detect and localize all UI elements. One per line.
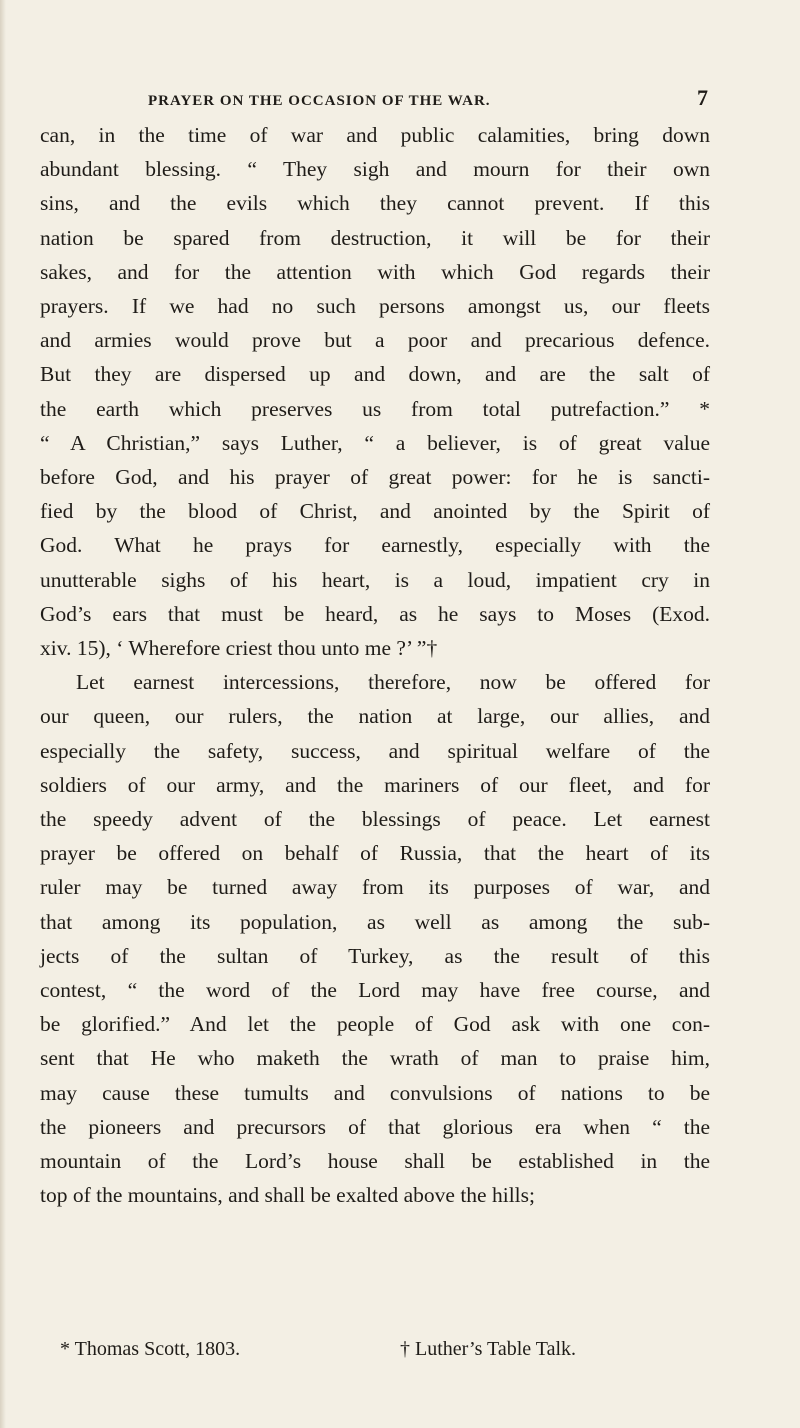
text-line: our queen, our rulers, the nation at large, our allies, and xyxy=(40,704,710,729)
text-line: can, in the time of war and public calamities, bring down xyxy=(40,123,710,147)
text-line: the pioneers and precursors of that glorious era when “ the xyxy=(40,1114,710,1139)
footnote-scott: * Thomas Scott, 1803. xyxy=(60,1338,241,1360)
text-line: be glorified.” And let the people of God ask with one con- xyxy=(40,1012,710,1037)
text-line: sakes, and for the attention with which God regards their xyxy=(40,259,710,284)
text-line: soldiers of our army, and the mariners of our fleet, and for xyxy=(40,772,710,797)
running-head: PRAYER ON THE OCCASION OF THE WAR. xyxy=(148,93,491,109)
text-line: may cause these tumults and convulsions of nations to be xyxy=(40,1080,710,1105)
text-line: prayers. If we had no such persons amongst us, our fleets xyxy=(40,294,710,319)
text-line: unutterable sighs of his heart, is a loud, impatient cry in xyxy=(40,567,710,592)
text-line: the speedy advent of the blessings of peace. Let earnest xyxy=(40,807,710,832)
text-line: xiv. 15), ‘ Wherefore criest thou unto me ?’ ”† xyxy=(40,636,438,661)
text-line: Let earnest intercessions, therefore, now be offered for xyxy=(76,670,710,695)
body-text xyxy=(40,118,710,1213)
page-header xyxy=(148,85,708,111)
footnotes xyxy=(60,1338,710,1361)
text-line: before God, and his prayer of great power: for he is sancti- xyxy=(40,465,710,490)
text-line: the earth which preserves us from total putrefaction.” * xyxy=(40,396,710,421)
text-line: “ A Christian,” says Luther, “ a believer, is of great value xyxy=(40,430,710,455)
text-line: and armies would prove but a poor and precarious defence. xyxy=(40,328,710,353)
text-line: that among its population, as well as among the sub- xyxy=(40,909,710,934)
text-line: prayer be offered on behalf of Russia, that the heart of its xyxy=(40,841,710,866)
text-line: top of the mountains, and shall be exalted above the hills; xyxy=(40,1183,535,1208)
footnote-luther: † Luther’s Table Talk. xyxy=(400,1338,577,1360)
text-line: But they are dispersed up and down, and are the salt of xyxy=(40,362,710,387)
page-number: 7 xyxy=(697,85,708,110)
text-line: mountain of the Lord’s house shall be established in the xyxy=(40,1149,710,1174)
text-line: abundant blessing. “ They sigh and mourn for their own xyxy=(40,157,710,182)
text-line: God. What he prays for earnestly, especially with the xyxy=(40,533,710,558)
text-line: jects of the sultan of Turkey, as the result of this xyxy=(40,943,710,968)
text-line: God’s ears that must be heard, as he says to Moses (Exod. xyxy=(40,601,710,626)
text-line: ruler may be turned away from its purposes of war, and xyxy=(40,875,710,900)
text-line: sins, and the evils which they cannot prevent. If this xyxy=(40,191,710,216)
text-line: fied by the blood of Christ, and anointed by the Spirit of xyxy=(40,499,710,524)
text-line: contest, “ the word of the Lord may have free course, and xyxy=(40,978,710,1003)
text-line: especially the safety, success, and spiritual welfare of the xyxy=(40,738,710,763)
text-line: nation be spared from destruction, it will be for their xyxy=(40,225,710,250)
page-edge xyxy=(0,0,6,1428)
text-line: sent that He who maketh the wrath of man to praise him, xyxy=(40,1046,710,1071)
